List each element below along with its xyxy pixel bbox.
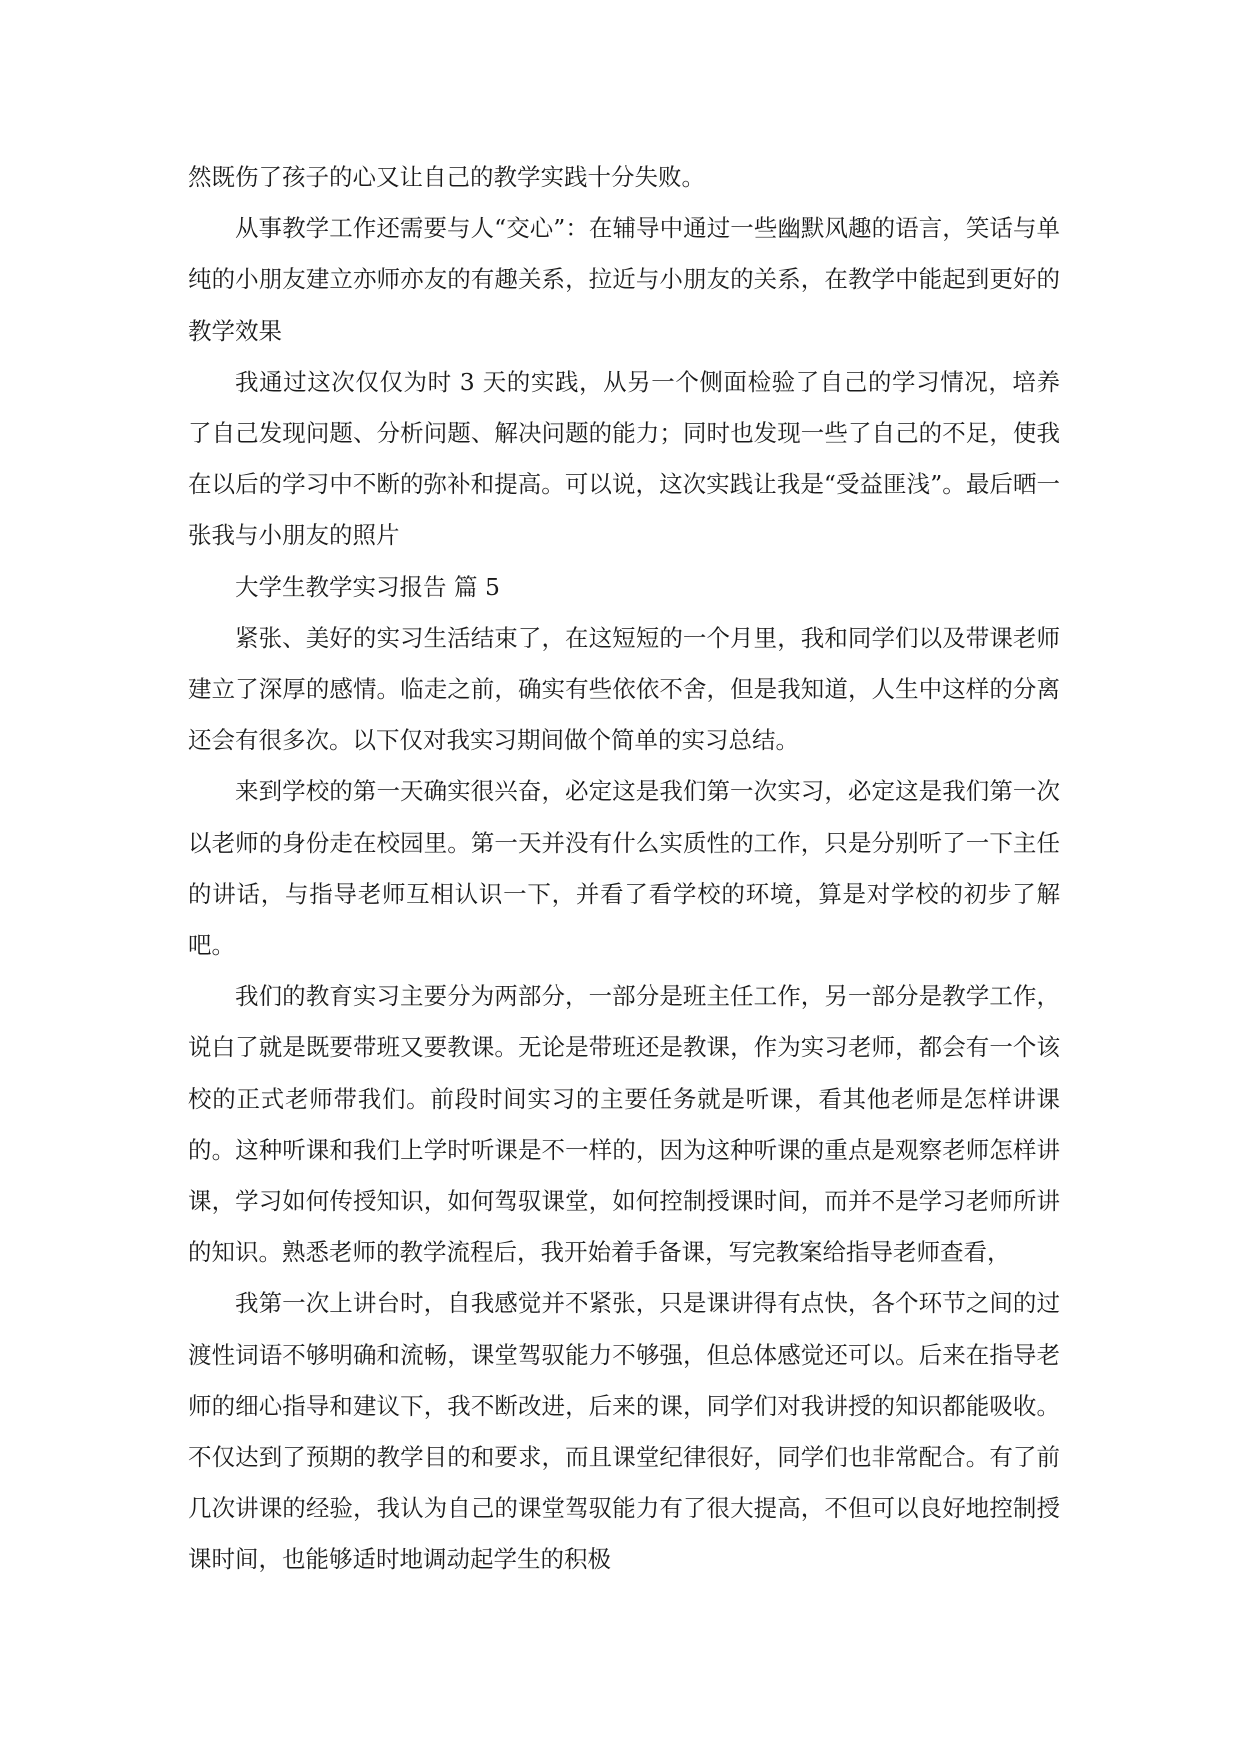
- paragraph: 我们的教育实习主要分为两部分，一部分是班主任工作，另一部分是教学工作，说白了就是既要带班又要教课。无论是带班还是教课，作为实习老师，都会有一个该校的正式老师带我们。前段时间实习的主要任务就是听课，看其他老师是怎样讲课的。这种听课和我们上学时听课是不一样的，因为这种听课的重点是观察老师怎样讲课，学习如何传授知识，如何驾驭课堂，如何控制授课时间，而并不是学习老师所讲的知识。熟悉老师的教学流程后，我开始着手备课，写完教案给指导老师查看，: [188, 982, 1060, 1267]
- paragraph: 我第一次上讲台时，自我感觉并不紧张，只是课讲得有点快，各个环节之间的过渡性词语不够明确和流畅，课堂驾驭能力不够强，但总体感觉还可以。后来在指导老师的细心指导和建议下，我不断改进，后来的课，同学们对我讲授的知识都能吸收。不仅达到了预期的教学目的和要求，而且课堂纪律很好，同学们也非常配合。有了前几次讲课的经验，我认为自己的课堂驾驭能力有了很大提高，不但可以良好地控制授课时间，也能够适时地调动起学生的积极: [188, 1289, 1060, 1574]
- paragraph: 来到学校的第一天确实很兴奋，必定这是我们第一次实习，必定这是我们第一次以老师的身份走在校园里。第一天并没有什么实质性的工作，只是分别听了一下主任的讲话，与指导老师互相认识一下，并看了看学校的环境，算是对学校的初步了解吧。: [188, 777, 1060, 960]
- paragraph: 从事教学工作还需要与人“交心”：在辅导中通过一些幽默风趣的语言，笑话与单纯的小朋友建立亦师亦友的有趣关系，拉近与小朋友的关系，在教学中能起到更好的教学效果: [188, 214, 1060, 345]
- document-body: [188, 152, 1060, 1586]
- paragraph: 紧张、美好的实习生活结束了，在这短短的一个月里，我和同学们以及带课老师建立了深厚的感情。临走之前，确实有些依依不舍，但是我知道，人生中这样的分离还会有很多次。以下仅对我实习期间做个简单的实习总结。: [188, 623, 1060, 755]
- paragraph-continuation: 然既伤了孩子的心又让自己的教学实践十分失败。: [188, 163, 705, 191]
- paragraph: 我通过这次仅仅为时 3 天的实践，从另一个侧面检验了自己的学习情况，培养了自己发现问题、分析问题、解决问题的能力；同时也发现一些了自己的不足，使我在以后的学习中不断的弥补和提高。可以说，这次实践让我是“受益匪浅”。最后晒一张我与小朋友的照片: [188, 367, 1060, 550]
- section-heading: 大学生教学实习报告 篇 5: [235, 572, 500, 601]
